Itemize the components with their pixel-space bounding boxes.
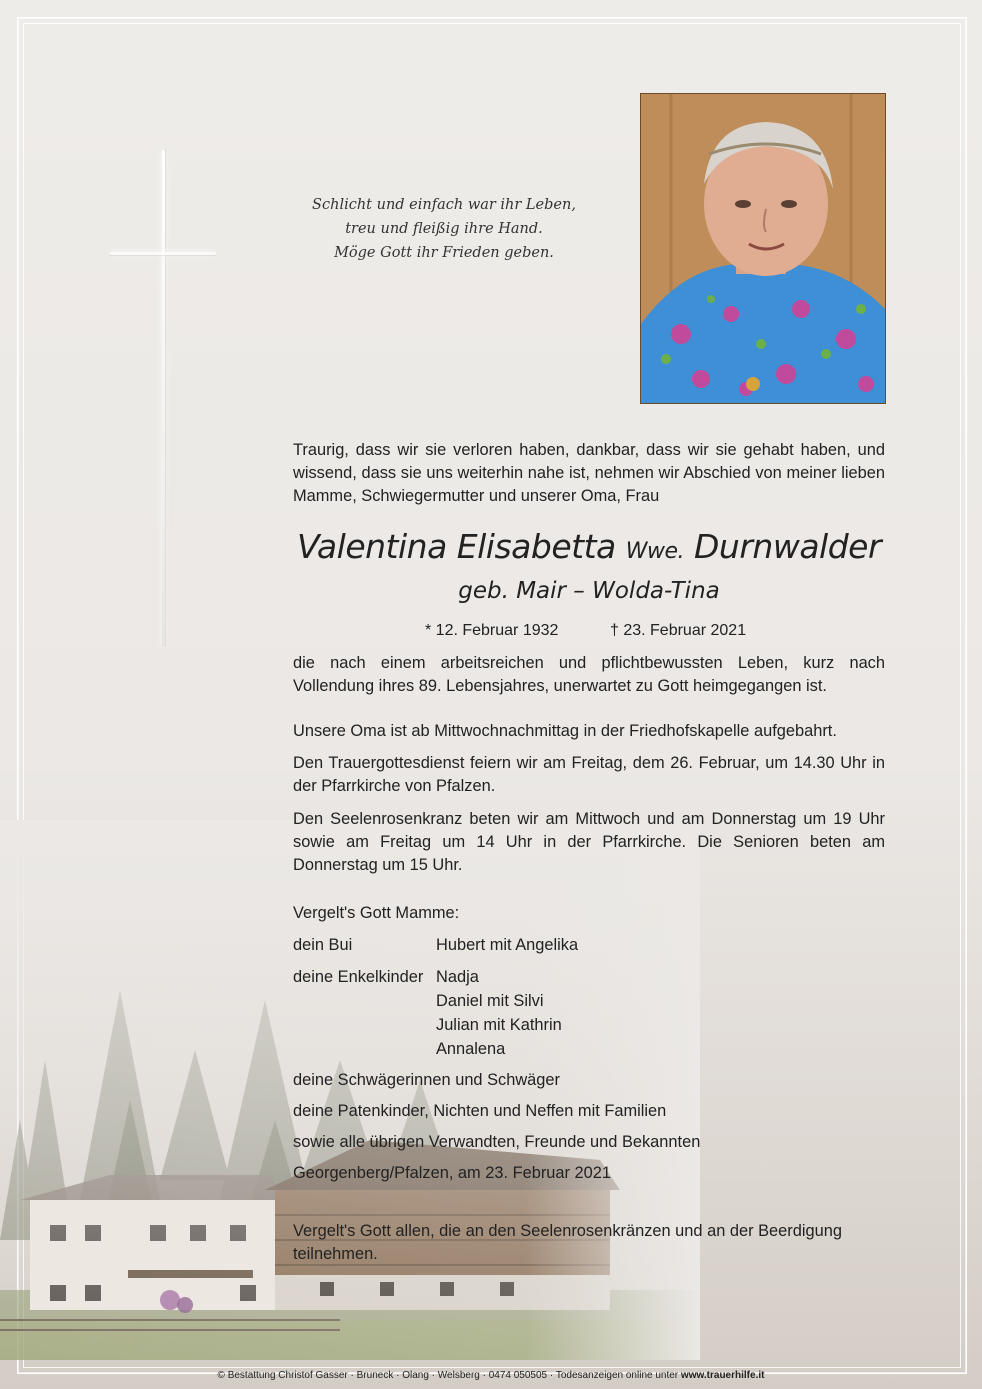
cross-horizontal-beam bbox=[110, 252, 216, 255]
family-line-others: sowie alle übrigen Verwandten, Freunde und Bekannten bbox=[293, 1133, 701, 1151]
memorial-poem bbox=[300, 193, 588, 265]
first-names: Valentina Elisabetta bbox=[296, 527, 616, 566]
family-line-godchildren: deine Patenkinder, Nichten und Neffen mit Familien bbox=[293, 1102, 667, 1120]
portrait-photo bbox=[640, 93, 886, 404]
cross-vertical-beam bbox=[162, 150, 165, 646]
poem-line: treu und fleißig ihre Hand. bbox=[345, 221, 543, 237]
grandchild-name: Daniel mit Silvi bbox=[436, 992, 544, 1010]
thanks-heading: Vergelt's Gott Mamme: bbox=[293, 904, 460, 922]
footer-text: © Bestattung Christof Gasser · Bruneck · Olang · Welsberg · 0474 050505 · Todesanzeigen online unter bbox=[217, 1370, 679, 1381]
passing-paragraph: die nach einem arbeitsreichen und pflichtbewussten Leben, kurz nach Vollendung ihres 89. Lebensjahres, unerwartet zu Gott heimgegangen ist. bbox=[293, 654, 885, 695]
family-label-son: dein Bui bbox=[293, 936, 353, 954]
grandchild-name: Julian mit Kathrin bbox=[436, 1016, 562, 1034]
surname: Durnwalder bbox=[694, 527, 882, 566]
intro-paragraph: Traurig, dass wir sie verloren haben, dankbar, dass wir sie gehabt haben, und wissend, dass sie uns weiterhin nahe ist, nehmen wir Abschied von meiner lieben Mamme, Schwiegermutter und unserer Oma, Frau bbox=[293, 441, 885, 505]
family-names-son: Hubert mit Angelika bbox=[436, 936, 579, 954]
grandchild-name: Annalena bbox=[436, 1040, 506, 1058]
place-and-date: Georgenberg/Pfalzen, am 23. Februar 2021 bbox=[293, 1164, 611, 1182]
footer bbox=[0, 1370, 982, 1381]
family-label-grandchildren: deine Enkelkinder bbox=[293, 968, 424, 986]
maiden-name: geb. Mair – Wolda-Tina bbox=[458, 578, 720, 604]
closing-thanks: Vergelt's Gott allen, die an den Seelenrosenkränzen und an der Beerdigung teilnehmen. bbox=[293, 1222, 842, 1263]
death-date: † 23. Februar 2021 bbox=[610, 622, 747, 639]
poem-line: Möge Gott ihr Frieden geben. bbox=[334, 245, 554, 261]
grandchild-name: Nadja bbox=[436, 968, 479, 986]
laying-out-paragraph: Unsere Oma ist ab Mittwochnachmittag in der Friedhofskapelle aufgebahrt. bbox=[293, 722, 837, 740]
footer-website-link[interactable]: www.trauerhilfe.it bbox=[680, 1370, 765, 1381]
poem-line: Schlicht und einfach war ihr Leben, bbox=[312, 197, 576, 213]
widow-abbrev: Wwe. bbox=[625, 539, 685, 564]
family-line-inlaws: deine Schwägerinnen und Schwäger bbox=[293, 1071, 560, 1089]
deceased-name bbox=[293, 527, 885, 566]
rosary-paragraph: Den Seelenrosenkranz beten wir am Mittwoch und am Donnerstag um 19 Uhr sowie am Freitag um 14 Uhr in der Pfarrkirche. Die Senioren beten am Donnerstag um 15 Uhr. bbox=[293, 810, 885, 874]
farmhouse-landscape-image bbox=[0, 820, 700, 1360]
birth-date: * 12. Februar 1932 bbox=[425, 622, 559, 639]
funeral-paragraph: Den Trauergottesdienst feiern wir am Freitag, dem 26. Februar, um 14.30 Uhr in der Pfarrkirche von Pfalzen. bbox=[293, 754, 885, 795]
